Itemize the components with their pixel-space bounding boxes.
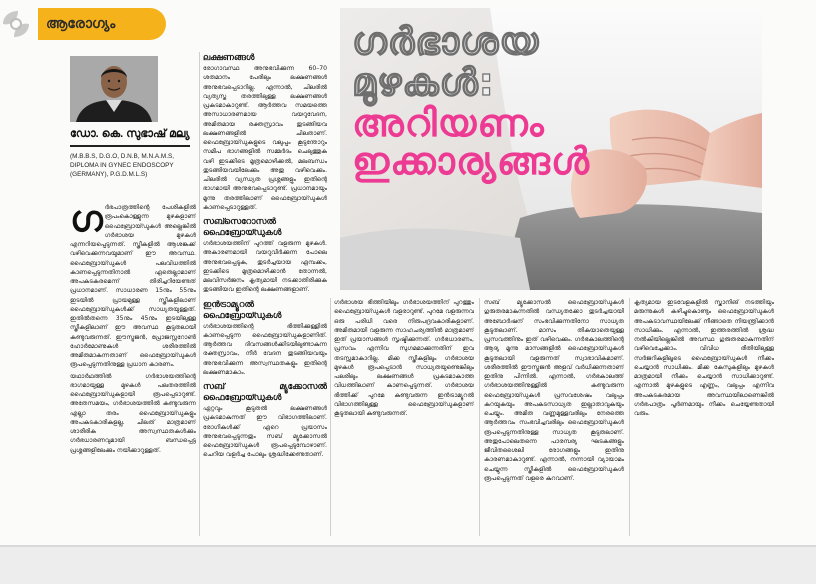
author-credentials: (M.B.B.S, D.G.O, D.N.B, M.N.A.M.S, DIPLOMA IN GYNEC ENDOSCOPY (GERMANY), P.G.D.M.L.S)	[70, 153, 175, 178]
headline	[352, 19, 652, 184]
headline-line-2: മുഴകൾ:	[352, 59, 495, 104]
headline-line-4: ഇക്കാര്യങ്ങൾ	[352, 139, 591, 184]
article-column-5	[634, 298, 774, 536]
subheading-intramural: ഇൻട്രാമ്യൂറൽ ഫൈബ്രോയ്ഡുകൾ	[203, 298, 282, 320]
column-divider	[629, 298, 630, 536]
drop-cap: ഗ	[70, 203, 103, 240]
section-tag	[38, 8, 166, 40]
column-divider	[199, 52, 200, 536]
leaf-emblem-icon	[0, 8, 32, 40]
article-column-4	[484, 298, 624, 536]
paragraph: യഥാർഥത്തിൽ ഗർഭാശയത്തിന്റെ ഭാഗമായുള്ള മുഴകൾ പലതരത്തിൽ ഫൈബ്രോയ്ഡുകളായി രൂപപ്പെടാറുണ്ട്. അതേസമയം, ഗർഭാശയത്തിൽ കണ്ടുവരുന്ന എല്ലാ തരം ഫൈബ്രോയ്ഡുകളും അപകടകാരികളല്ല. ചിലത് മാത്രമാണ് ശാരീരിക അസ്വസ്ഥതകൾക്കും ഗർഭധാരണവുമായി ബന്ധപ്പെട്ട പ്രശ്നങ്ങളിലേക്കും നയിക്കാറുള്ളത്.	[70, 372, 196, 454]
viewer-bottom-bar	[0, 545, 816, 584]
paragraph: സബ് മ്യൂക്കോസൽ ഫൈബ്രോയ്ഡുകൾ ഗുരുതരമാകുന്നതിൽ വന്ധ്യതക്കോ തുടർച്ചയായി അബോർഷന് സംഭവിക്കുന്നതിനോ സാധ്യത കൂടുതലാണ്. മാസം തികയാതെയുള്ള പ്രസവത്തിനും ഇത് വഴിവെക്കും. ഗർഭകാലത്തിന്റെ ആദ്യ മൂന്നു മാസങ്ങളിൽ ഫൈബ്രോയ്ഡുകൾ കൂടുതലായി വളരുന്നത് സ്വാഭാവികമാണ്. ശരീരത്തിൽ ഈസ്ട്രജൻ അളവ് വർധിക്കുന്നതാണ് ഇതിനു പിന്നിൽ. എന്നാൽ, ഗർഭകാലത്ത് ഗർഭാശയത്തിനുള്ളിൽ കണ്ടുവരുന്ന ഫൈബ്രോയ്ഡുകൾ പ്രസവശേഷം വലുപ്പം കുറയുകയും അപകടസാധ്യത ഇല്ലാതാവുകയും ചെയ്യും. അമിത വണ്ണമുള്ളവരിലും നേരത്തെ ആർത്തവം സംഭവിച്ചവരിലും ഫൈബ്രോയ്ഡുകൾ രൂപപ്പെടുന്നതിനുള്ള സാധ്യത കൂടുതലാണ്. അതുപോലെതന്നെ പാരമ്പര്യ ഘടകങ്ങളും ജീവിതശൈലി രോഗങ്ങളും ഇതിനു കാരണമാകാറുണ്ട്. എന്നാൽ, നന്നായി വ്യായാമം ചെയ്യുന്ന സ്ത്രീകളിൽ ഫൈബ്രോയ്ഡുകൾ രൂപപ്പെടുന്നത് വളരെ കുറവാണ്.	[484, 299, 624, 482]
divider	[0, 545, 816, 547]
paragraph: ഗർഭാശയത്തിന് പുറത്ത് വളരുന്ന മുഴകൾ. അകാരണമായി വയറുവീർക്കുന്ന പോലെ അനുഭവപ്പെടുക, തുടർച്ചയായ ഏമ്പക്കം, ഇടക്കിടെ മൂത്രമൊഴിക്കാൻ തോന്നൽ, മലവിസർജനം കൃത്യമായി നടക്കാതിരിക്കുക തുടങ്ങിയവ ഇതിന്റെ ലക്ഷണങ്ങളാണ്.	[203, 240, 327, 294]
article-column-3	[334, 298, 474, 536]
section-label: ആരോഗ്യം	[46, 15, 116, 31]
paragraph: ഏറ്റവും കൂടുതൽ ലക്ഷണങ്ങൾ പ്രകടമാകുന്നത് ഈ വിഭാഗത്തിലാണ്. രോഗികൾക്ക് ഏറെ പ്രയാസം അനുഭവപ്പെടുന്നതും സബ് മ്യൂക്കോസൽ ഫൈബ്രോയ്ഡുകൾ രൂപപ്പെടുമ്പോഴാണ്. ചെറിയ വളർച്ച പോലും ശ്രദ്ധിക്കേണ്ടതാണ്.	[203, 405, 327, 459]
divider	[70, 145, 190, 147]
subheading-submucosal: സബ് മ്യൂക്കോസൽ ഫൈബ്രോയ്ഡുകൾ	[203, 381, 327, 402]
column-divider	[479, 298, 480, 536]
paragraph: കൃത്യമായ ഇടവേളകളിൽ സ്കാനിങ് നടത്തിയും മരുന്നുകൾ കഴിച്ചുകൊണ്ടും ഫൈബ്രോയ്ഡുകൾ അപകടാവസ്ഥയിലേക്ക് നീങ്ങാതെ നിയന്ത്രിക്കാൻ സാധിക്കും. എന്നാൽ, ഇത്തരത്തിൽ ശ്രദ്ധ നൽകിയില്ലെങ്കിൽ അവസ്ഥ ഗുരുതരമാകുന്നതിന് വഴിവെച്ചേക്കാം. വിവിധ രീതിയിലുള്ള സർജറികളിലൂടെ ഫൈബ്രോയ്ഡുകൾ നീക്കം ചെയ്യാൻ സാധിക്കും. മിക്ക കേസുകളിലും മുഴകൾ മാത്രമായി നീക്കം ചെയ്യാൻ സാധിക്കാറുണ്ട്. എന്നാൽ മുഴകളുടെ എണ്ണം, വലുപ്പം എന്നിവ അപകടകരമായ അവസ്ഥയിലാണെങ്കിൽ ഗർഭപാത്രം പൂർണമായും നീക്കം ചെയ്യേണ്ടതായി വരും.	[634, 299, 774, 417]
article-column-1	[70, 203, 196, 533]
author-photo	[70, 56, 158, 122]
headline-line-1: ഗർഭാശയ	[352, 19, 540, 63]
paragraph: രോഗാവസ്ഥ അനുഭവിക്കുന്ന 60–70 ശതമാനം പേരിലും ലക്ഷണങ്ങൾ അനുഭവപ്പെടാറില്ല. എന്നാൽ, ചിലരിൽ വ്യത്യസ്ത തരത്തിലുള്ള ലക്ഷണങ്ങൾ പ്രകടമാകാറുണ്ട്. ആർത്തവ സമയത്തെ അസാധാരണമായ വയറുവേദന, അമിതമായ രക്തസ്രാവം തുടങ്ങിയവ ലക്ഷണങ്ങളിൽ ചിലതാണ്. ഫൈബ്രോയ്ഡുകളുടെ വലുപ്പം കൂടുന്തോറും സമീപ ഭാഗങ്ങളിൽ സമ്മർദം ചെലുത്തുക വഴി ഇടക്കിടെ മൂത്രമൊഴിക്കൽ, മലബന്ധം തുടങ്ങിയവയിലേക്കും അതു വഴിവെക്കും. ചിലരിൽ വ്യന്ധ്യത പ്രശ്നങ്ങളും ഇതിന്റെ ഭാഗമായി അനുഭവപ്പെടാറുണ്ട്. പ്രധാനമായും മൂന്നു തരത്തിലാണ് ഫൈബ്രോയ്ഡുകൾ കാണപ്പെടാറുള്ളത്.	[203, 65, 327, 211]
article-column-2	[203, 52, 327, 536]
intro-paragraph: ർഭപാത്രത്തിന്റെ പേശികളിൽ രൂപംകൊള്ളുന്ന മുഴകളാണ് ഫൈബ്രോയ്ഡുകൾ അല്ലെങ്കിൽ ഗർഭാശയ മുഴകൾ എന്നറിയപ്പെടുന്നത്. സ്ത്രീകളിൽ ആശങ്കക്ക് വഴിവെക്കുന്നവയുമാണ് ഈ അവസ്ഥ. ഫൈബ്രോയ്ഡുകൾ പലവിധത്തിൽ കാണപ്പെടുന്നതിനാൽ ഏതെല്ലാമാണ് അപകടകരമെന്ന് തിരിച്ചറിയേണ്ടത് പ്രധാനമാണ്. സാധാരണ 15നും 55നും ഇടയിൽ പ്രായമുള്ള സ്ത്രീകളിലാണ് ഫൈബ്രോയ്ഡുകൾക്ക് സാധ്യതയുള്ളത്. ഇതിൽതന്നെ 35നും 45നും ഇടയിലുള്ള സ്ത്രീകളിലാണ് ഈ അവസ്ഥ കൂടുതലായി കണ്ടുവരുന്നത്. ഈസ്ട്രജൻ, പ്രോജസ്റ്ററോൺ ഹോർമോണുകൾ ശരീരത്തിൽ അമിതമാകുന്നതാണ് ഫൈബ്രോയ്ഡുകൾ രൂപപ്പെടുന്നതിനുള്ള പ്രധാന കാരണം.	[70, 204, 196, 369]
headline-line-3: അറിയണം	[352, 100, 545, 145]
subheading-symptoms: ലക്ഷണങ്ങൾ	[203, 52, 255, 62]
column-divider	[330, 298, 331, 536]
author-name: ഡോ. കെ. സുഭാഷ് മല്യ	[70, 128, 190, 140]
paragraph: ഗർഭാശയ ഭിത്തിയിലും ഗർഭാശയത്തിന് പുറത്തും ഫൈബ്രോയ്ഡുകൾ വളരാറുണ്ട്. പുറമേ വളരുന്നവ ഒരു പരിധി വരെ നിരുപദ്രവകാരികളാണ്. അമിതമായി വളരുന്ന സാഹചര്യത്തിൽ മാത്രമാണ് ഇത് പ്രയാസങ്ങൾ സൃഷ്ടിക്കുന്നത്. ഗർഭധാരണം, പ്രസവം എന്നിവ സുഗമമാക്കുന്നതിന് ഇവ തടസ്സമാകാറില്ല. മിക്ക സ്ത്രീകളിലും ഗർഭാശയ മുഴകൾ രൂപപ്പെടാൻ സാധ്യതയുണ്ടെങ്കിലും പലരിലും ലക്ഷണങ്ങൾ പ്രകടമാകാത്ത വിധത്തിലാണ് കാണപ്പെടുന്നത്. ഗർഭാശയ ഭിത്തിക്ക് പുറമേ കണ്ടുവരുന്ന ഇൻട്രാമ്യൂറൽ വിഭാഗത്തിലുള്ള ഫൈബ്രോയ്ഡുകളാണ് കൂടുതലായി കണ്ടുവരുന്നത്.	[334, 299, 474, 417]
paragraph: ഗർഭാശയത്തിന്റെ ഭിത്തിക്കുള്ളിൽ കാണപ്പെടുന്ന ഫൈബ്രോയ്ഡുകളാണിത്. ആർത്തവ ദിവസങ്ങൾക്കിടയിലുണ്ടാകുന്ന രക്തസ്രാവം, നീർ വേദന തുടങ്ങിയവയും അനുഭവിക്കുന്ന അസ്വസ്ഥതകളും ഇതിന്റെ ലക്ഷണമാകാം.	[203, 322, 327, 376]
subheading-subserosal: സബ്സെറോസൽ ഫൈബ്രോയ്ഡുകൾ	[203, 216, 282, 237]
